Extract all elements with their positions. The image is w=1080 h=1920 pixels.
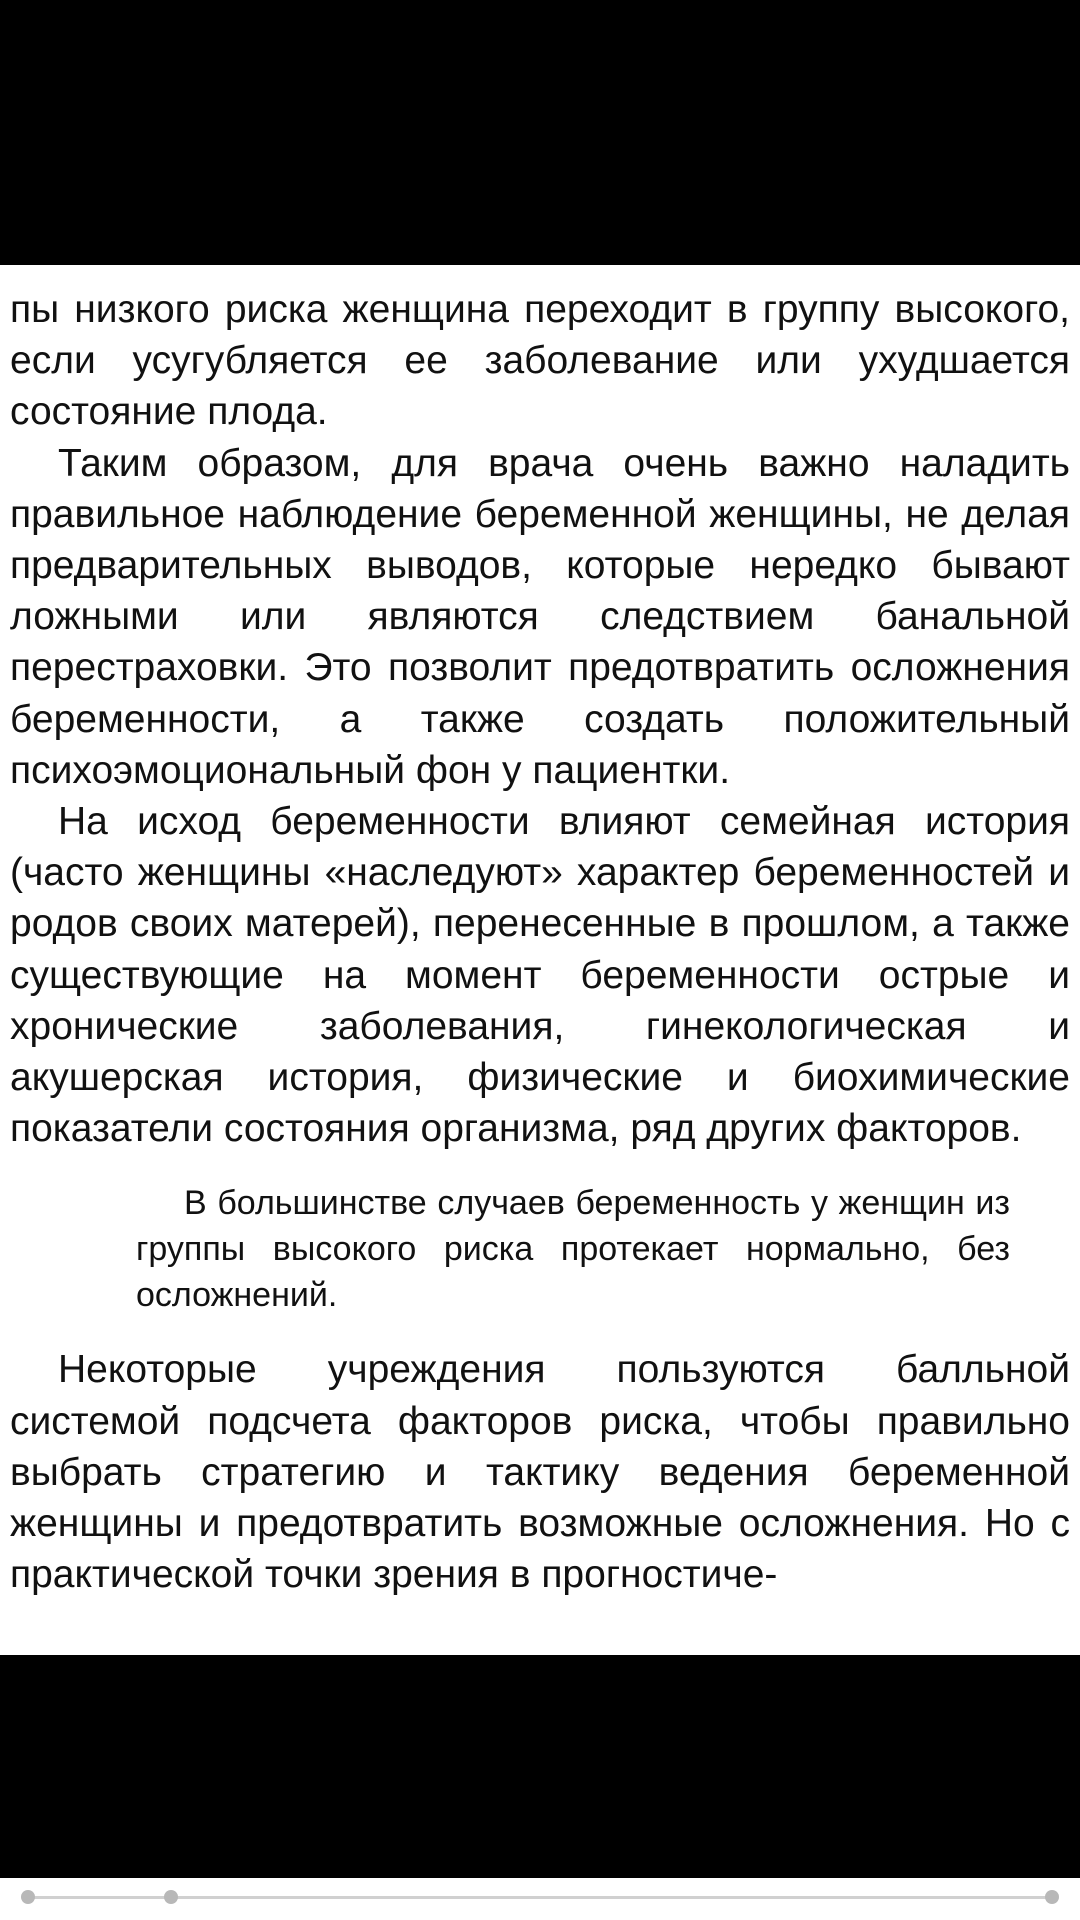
scrubber-end-dot — [1045, 1890, 1059, 1904]
callout-note: В большинстве случаев беременность у женщин из группы высокого риска протекает нормально, без осложнений. — [136, 1184, 1010, 1315]
scrubber-start-dot — [21, 1890, 35, 1904]
reader-page[interactable] — [0, 265, 1080, 1655]
paragraph-3: На исход беременности влияют семейная история (часто женщины «наследуют» характер беременностей и родов своих матерей), перенесенные в прошлом, а также существующие на момент беременности острые и хронические заболевания, гинекологическая и акушерская история, физические и биохимические показатели состояния организма, ряд других факторов. — [10, 800, 1070, 1151]
paragraph-1: пы низкого риска женщина переходит в группу высокого, если усугубляется ее заболевание или ухудшается состояние плода. — [10, 288, 1070, 434]
paragraph-4: Некоторые учреждения пользуются балльной системой подсчета факторов риска, чтобы правильно выбрать стратегию и тактику ведения беременной женщины и предотвратить возможные осложнения. Но с практической точки зрения в прогностиче- — [10, 1348, 1070, 1597]
scrubber-thumb[interactable] — [164, 1890, 178, 1904]
top-black-area — [0, 0, 1080, 265]
page-scrubber[interactable] — [0, 1878, 1080, 1920]
paragraph-2: Таким образом, для врача очень важно наладить правильное наблюдение беременной женщины, не делая предварительных выводов, которые нередко бывают ложными или являются следствием банальной перестраховки. Это позволит предотвратить осложнения беременности, а также создать положительный психоэмоциональный фон у пациентки. — [10, 441, 1070, 792]
scrubber-track[interactable] — [28, 1896, 1052, 1899]
